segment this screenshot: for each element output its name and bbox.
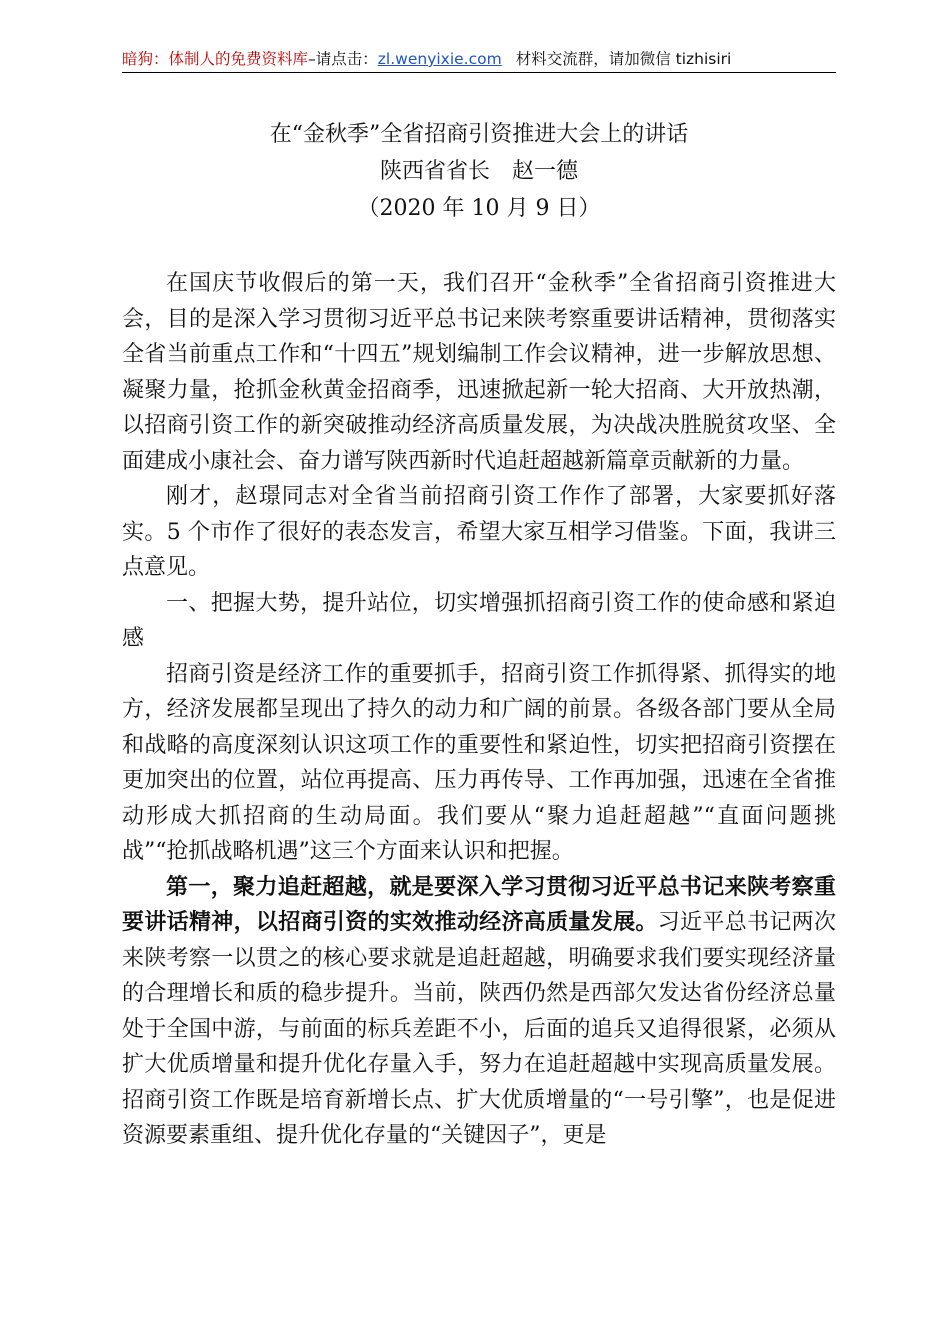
paragraph: 刚才，赵璟同志对全省当前招商引资工作作了部署，大家要抓好落实。5 个市作了很好的表态发言，希望大家互相学习借鉴。下面，我讲三点意见。 — [122, 484, 836, 580]
paragraph: 在国庆节收假后的第一天，我们召开“金秋季”全省招商引资推进大会，目的是深入学习贯彻习近平总书记来陕考察重要讲话精神，贯彻落实全省当前重点工作和“十四五”规划编制工作会议精神，进一步解放思想、凝聚力量，抢抓金秋黄金招商季，迅速掀起新一轮大招商、大开放热潮，以招商引资工作的新突破推动经济高质量发展，为决战决胜脱贫攻坚、全面建成小康社会、奋力谱写陕西新时代追赶超越新篇章贡献新的力量。 — [122, 271, 836, 474]
document-speaker: 陕西省省长 赵一德 — [379, 159, 578, 184]
paragraph: 招商引资是经济工作的重要抓手，招商引资工作抓得紧、抓得实的地方，经济发展都呈现出了持久的动力和广阔的前景。各级各部门要从全局和战略的高度深刻认识这项工作的重要性和紧迫性，切实把招商引资摆在更加突出的位置，站位再提高、压力再传导、工作再加强，迅速在全省推动形成大抓招商的生动局面。我们要从“聚力追赶超越”“直面问题挑战”“抢抓战略机遇”这三个方面来认识和把握。 — [122, 661, 836, 864]
header-divider — [122, 72, 836, 73]
document-body — [122, 266, 836, 1154]
document-title: 在“金秋季”全省招商引资推进大会上的讲话 — [269, 122, 689, 147]
header-contact: 材料交流群，请加微信 tizhisiri — [515, 50, 732, 68]
document-date: （2020 年 10 月 9 日） — [357, 196, 601, 221]
header-brand: 暗狗：体制人的免费资料库 — [122, 50, 309, 68]
page-header — [122, 46, 834, 72]
section-heading: 一、把握大势，提升站位，切实增强抓招商引资工作的使命感和紧迫感 — [122, 590, 836, 651]
header-prompt: –请点击： — [308, 50, 378, 68]
header-link[interactable]: zl.wenyixie.com — [377, 50, 502, 68]
paragraph: 第一，聚力追赶超越，就是要深入学习贯彻习近平总书记来陕考察重要讲话精神，以招商引资的实效推动经济高质量发展。习近平总书记两次来陕考察一以贯之的核心要求就是追赶超越，明确要求我们要实现经济量的合理增长和质的稳步提升。当前，陕西仍然是西部欠发达省份经济总量处于全国中游，与前面的标兵差距不小，后面的追兵又追得很紧，必须从扩大优质增量和提升优化存量入手，努力在追赶超越中实现高质量发展。招商引资工作既是培育新增长点、扩大优质增量的“一号引擎”，也是促进资源要素重组、提升优化存量的“关键因子”，更是 — [122, 873, 836, 1148]
paragraph-lead: 第一，聚力追赶超越，就是要深入学习贯彻习近平总书记来陕考察重要讲话精神，以招商引资的实效推动经济高质量发展。 — [122, 873, 836, 935]
